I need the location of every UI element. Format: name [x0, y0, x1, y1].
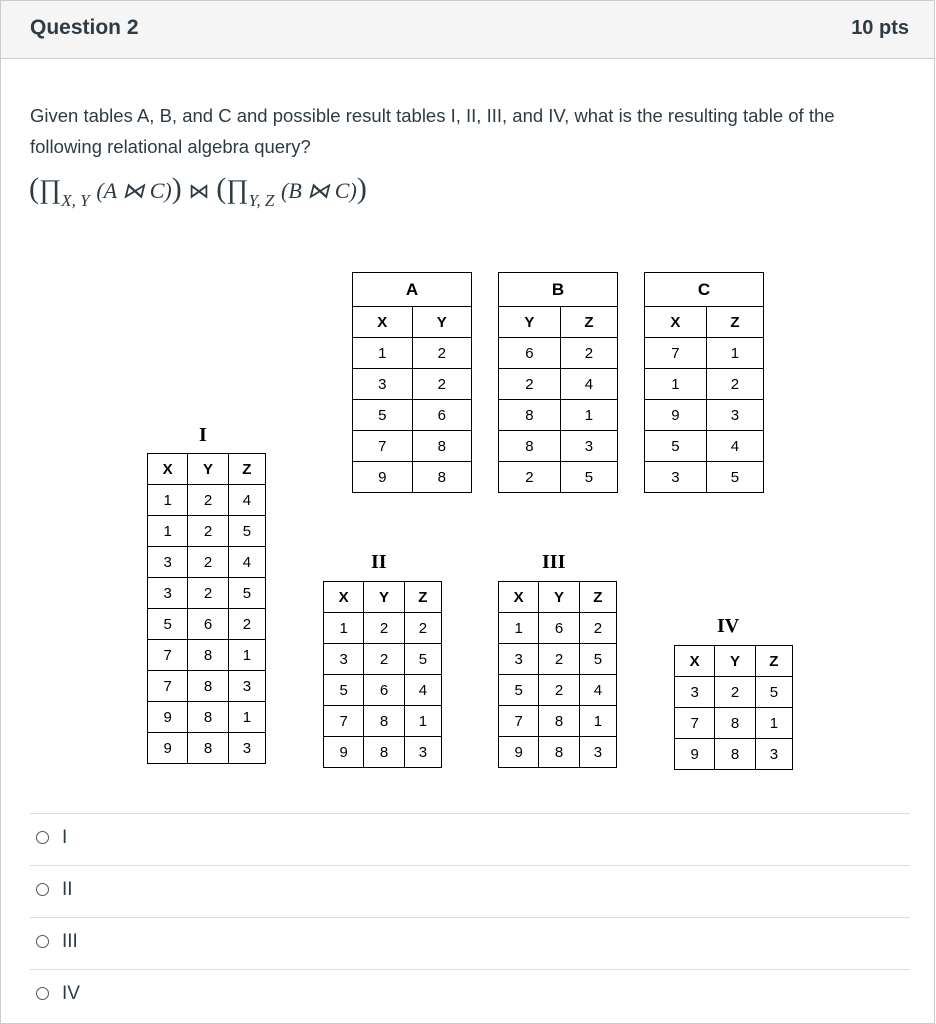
table-row	[324, 644, 442, 675]
answer-list	[30, 813, 910, 1021]
answer-label: II	[62, 879, 73, 900]
table-cell: 8	[188, 733, 228, 764]
table-cell: 8	[188, 702, 228, 733]
table-cell: 3	[560, 431, 617, 462]
table-cell: 8	[364, 737, 404, 768]
table-cell: 4	[579, 675, 616, 706]
table-row	[353, 369, 472, 400]
answer-label: I	[62, 827, 68, 848]
table-II	[323, 581, 442, 768]
column-header: X	[148, 454, 188, 485]
answer-option-III[interactable]	[30, 917, 910, 969]
answer-label: III	[62, 931, 78, 952]
table-cell: 2	[579, 613, 616, 644]
table-caption: A	[353, 273, 472, 307]
table-row	[499, 644, 617, 675]
table-I	[147, 453, 266, 764]
table-cell: 5	[404, 644, 441, 675]
table-cell: 2	[404, 613, 441, 644]
question-text: Given tables A, B, and C and possible result tables I, II, III, and IV, what is the resulting table of the following relational algebra query?	[30, 105, 835, 157]
table-cell: 1	[324, 613, 364, 644]
table-cell: 3	[324, 644, 364, 675]
table-row	[353, 462, 472, 493]
table-row	[499, 706, 617, 737]
table-cell: 7	[645, 338, 707, 369]
table-A	[352, 272, 472, 493]
table-cell: 2	[364, 644, 404, 675]
formula-open-paren-2: (	[216, 172, 227, 205]
table-cell: 5	[228, 516, 265, 547]
table-row	[675, 708, 793, 739]
formula-projection-2: Y, Z	[248, 191, 275, 210]
column-header: Z	[560, 307, 617, 338]
column-header: Z	[579, 582, 616, 613]
column-header: X	[645, 307, 707, 338]
table-cell: 7	[148, 671, 188, 702]
table-cell: 9	[499, 737, 539, 768]
table-row	[645, 462, 764, 493]
table-cell: 9	[148, 702, 188, 733]
table-cell: 8	[412, 431, 472, 462]
table-cell: 5	[353, 400, 413, 431]
table-row	[353, 338, 472, 369]
column-header: Y	[364, 582, 404, 613]
table-row	[324, 675, 442, 706]
table-cell: 2	[188, 516, 228, 547]
answer-option-IV[interactable]	[30, 969, 910, 1021]
answer-label: IV	[62, 983, 80, 1004]
table-cell: 2	[412, 338, 472, 369]
table-cell: 9	[324, 737, 364, 768]
column-header: Z	[706, 307, 763, 338]
table-cell: 9	[353, 462, 413, 493]
table-cell: 2	[228, 609, 265, 640]
table-cell: 4	[404, 675, 441, 706]
table-cell: 2	[539, 675, 579, 706]
table-cell: 6	[188, 609, 228, 640]
table-cell: 2	[706, 369, 763, 400]
table-cell: 2	[499, 462, 561, 493]
table-cell: 1	[706, 338, 763, 369]
formula-close-paren: )	[171, 172, 182, 205]
table-cell: 8	[539, 737, 579, 768]
column-header: X	[324, 582, 364, 613]
table-cell: 5	[499, 675, 539, 706]
table-row	[499, 431, 618, 462]
table-cell: 9	[148, 733, 188, 764]
table-cell: 2	[539, 644, 579, 675]
column-header: X	[353, 307, 413, 338]
table-cell: 1	[579, 706, 616, 737]
column-header: Y	[539, 582, 579, 613]
table-header-row	[645, 307, 764, 338]
table-cell: 1	[755, 708, 792, 739]
table-row	[675, 739, 793, 770]
table-cell: 3	[404, 737, 441, 768]
table-cell: 8	[715, 708, 755, 739]
table-cell: 6	[499, 338, 561, 369]
table-cell: 4	[228, 547, 265, 578]
table-row	[148, 671, 266, 702]
table-IV-label: IV	[717, 615, 740, 637]
table-cell: 1	[148, 516, 188, 547]
table-row	[148, 609, 266, 640]
table-cell: 1	[499, 613, 539, 644]
table-cell: 8	[188, 640, 228, 671]
table-cell: 2	[188, 485, 228, 516]
table-row	[499, 369, 618, 400]
table-cell: 2	[188, 578, 228, 609]
table-cell: 8	[499, 400, 561, 431]
table-cell: 2	[560, 338, 617, 369]
table-header-row	[353, 307, 472, 338]
table-cell: 2	[188, 547, 228, 578]
radio-button[interactable]	[36, 831, 49, 844]
table-B	[498, 272, 618, 493]
table-cell: 3	[706, 400, 763, 431]
table-cell: 1	[228, 640, 265, 671]
column-header: Z	[755, 646, 792, 677]
radio-button[interactable]	[36, 935, 49, 948]
table-caption: B	[499, 273, 618, 307]
answer-option-II[interactable]	[30, 865, 910, 917]
table-cell: 7	[353, 431, 413, 462]
table-header-row	[499, 307, 618, 338]
radio-button[interactable]	[36, 883, 49, 896]
table-C	[644, 272, 764, 493]
table-cell: 5	[560, 462, 617, 493]
question-title: Question 2	[30, 16, 139, 39]
table-cell: 2	[364, 613, 404, 644]
table-cell: 2	[715, 677, 755, 708]
formula-pi-1: ∏	[39, 174, 62, 204]
table-cell: 3	[675, 677, 715, 708]
table-cell: 3	[579, 737, 616, 768]
table-cell: 3	[228, 671, 265, 702]
formula-open-paren: (	[29, 172, 39, 205]
table-cell: 1	[560, 400, 617, 431]
table-cell: 5	[755, 677, 792, 708]
table-cell: 8	[412, 462, 472, 493]
answer-option-I[interactable]	[30, 813, 910, 865]
table-cell: 5	[645, 431, 707, 462]
table-cell: 8	[364, 706, 404, 737]
table-header-row	[499, 582, 617, 613]
table-III	[498, 581, 617, 768]
table-row	[324, 706, 442, 737]
table-cell: 8	[539, 706, 579, 737]
table-cell: 7	[499, 706, 539, 737]
table-cell: 5	[579, 644, 616, 675]
table-cell: 5	[706, 462, 763, 493]
formula-inner-2: (B ⋈ C)	[281, 178, 357, 203]
column-header: Y	[412, 307, 472, 338]
table-row	[148, 733, 266, 764]
table-row	[148, 702, 266, 733]
column-header: X	[675, 646, 715, 677]
table-row	[148, 640, 266, 671]
column-header: Z	[404, 582, 441, 613]
table-cell: 1	[404, 706, 441, 737]
table-cell: 3	[499, 644, 539, 675]
table-cell: 5	[324, 675, 364, 706]
table-row	[324, 613, 442, 644]
table-row	[353, 431, 472, 462]
table-cell: 7	[324, 706, 364, 737]
table-row	[148, 578, 266, 609]
table-row	[499, 613, 617, 644]
table-cell: 6	[364, 675, 404, 706]
table-cell: 7	[675, 708, 715, 739]
table-cell: 4	[228, 485, 265, 516]
table-cell: 9	[675, 739, 715, 770]
table-cell: 9	[645, 400, 707, 431]
column-header: X	[499, 582, 539, 613]
table-cell: 8	[499, 431, 561, 462]
column-header: Y	[188, 454, 228, 485]
table-row	[675, 677, 793, 708]
table-cell: 3	[645, 462, 707, 493]
table-cell: 4	[706, 431, 763, 462]
table-row	[645, 369, 764, 400]
table-cell: 2	[412, 369, 472, 400]
table-cell: 2	[499, 369, 561, 400]
table-cell: 3	[755, 739, 792, 770]
table-row	[148, 516, 266, 547]
table-row	[499, 462, 618, 493]
table-row	[499, 737, 617, 768]
formula-pi-2: ∏	[226, 174, 249, 204]
table-row	[645, 431, 764, 462]
table-row	[499, 338, 618, 369]
table-cell: 6	[539, 613, 579, 644]
table-cell: 5	[148, 609, 188, 640]
table-cell: 1	[148, 485, 188, 516]
column-header: Y	[499, 307, 561, 338]
table-IV	[674, 645, 793, 770]
formula-join: ⋈	[188, 179, 210, 203]
table-cell: 3	[353, 369, 413, 400]
table-header-row	[324, 582, 442, 613]
table-header-row	[675, 646, 793, 677]
table-cell: 8	[715, 739, 755, 770]
formula-projection-1: X, Y	[61, 191, 90, 210]
column-header: Z	[228, 454, 265, 485]
table-row	[645, 400, 764, 431]
table-row	[499, 400, 618, 431]
table-row	[148, 547, 266, 578]
table-III-label: III	[542, 551, 566, 573]
table-row	[353, 400, 472, 431]
table-cell: 6	[412, 400, 472, 431]
table-II-label: II	[371, 551, 387, 573]
table-cell: 4	[560, 369, 617, 400]
table-cell: 5	[228, 578, 265, 609]
table-cell: 1	[353, 338, 413, 369]
table-cell: 3	[148, 547, 188, 578]
table-cell: 1	[645, 369, 707, 400]
table-cell: 3	[148, 578, 188, 609]
column-header: Y	[715, 646, 755, 677]
table-cell: 1	[228, 702, 265, 733]
question-header	[1, 1, 934, 59]
formula-close-paren-2: )	[356, 172, 367, 205]
formula-inner-1: (A ⋈ C)	[96, 178, 172, 203]
table-row	[645, 338, 764, 369]
table-row	[148, 485, 266, 516]
table-cell: 7	[148, 640, 188, 671]
table-cell: 8	[188, 671, 228, 702]
table-header-row	[148, 454, 266, 485]
table-cell: 3	[228, 733, 265, 764]
radio-button[interactable]	[36, 987, 49, 1000]
table-I-label: I	[199, 424, 207, 446]
table-caption: C	[645, 273, 764, 307]
table-row	[499, 675, 617, 706]
table-row	[324, 737, 442, 768]
relational-algebra-formula	[29, 172, 367, 210]
question-points: 10 pts	[851, 17, 909, 39]
